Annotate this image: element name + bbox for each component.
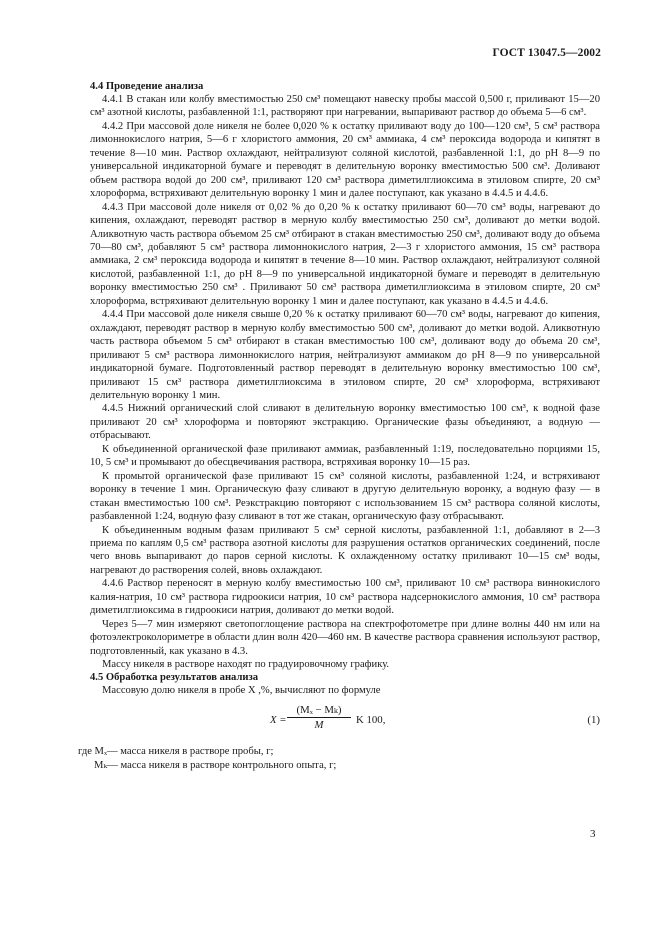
standard-header: ГОСТ 13047.5—2002 bbox=[492, 47, 601, 59]
formula-denominator: M bbox=[314, 718, 324, 731]
page-number: 3 bbox=[590, 828, 596, 840]
paragraph-4-4-2: 4.4.2 При массовой доле никеля не более 0,020 % к остатку приливают воду до 100—120 см³, 5 см³ раствора лимоннокислого натрия, 5—6 г хлористого аммония, 20 см³ аммиака, 4 см³ пероксида водорода и кипятят в течение 8—10 мин. Раствор охлаждают, нейтрализуют соляной кислотой, разбавленной 1:1, до pH 8—9 по универсальной индикаторной бумаге и переводят в делительную воронку вместимостью 500 см³. Доливают объем раствора водой до 200 см³, приливают 120 см³ раствора диметилглиоксима в этиловом спирте, 20 см³ хлороформа, встряхивают делительную воронку 1 мин и далее поступают, как указано в 4.4.5 и 4.4.6. bbox=[90, 120, 600, 200]
formula-numerator: (Mₓ − Mₖ) bbox=[287, 703, 351, 718]
formula-fraction bbox=[287, 703, 351, 731]
where-line-1: где Mₓ— масса никеля в растворе пробы, г; bbox=[78, 745, 274, 757]
section-title-4-4: 4.4 Проведение анализа bbox=[90, 81, 204, 92]
paragraph-4-4-5-c: К промытой органической фазе приливают 15 см³ соляной кислоты, разбавленной 1:24, и встряхивают воронку в течение 1 мин. Органическую фазу сливают в другую делительную воронку, а водную фазу — в стакан вместимостью 100 см³. Реэкстракцию повторяют с использованием 15 см³ раствора соляной кислоты, разбавленной 1:24, водную фазу сливают в тот же стакан, органическую фазу отбрасывают. bbox=[90, 470, 600, 523]
paragraph-4-4-6: 4.4.6 Раствор переносят в мерную колбу вместимостью 100 см³, приливают 10 см³ раствора виннокислого калия-натрия, 10 см³ раствора гидроокиси натрия, 10 см³ раствора надсернокислого аммония, 10 см³ раствора диметилглиоксима в гидроокиси натрия, доливают до метки водой. bbox=[90, 578, 600, 617]
formula-1 bbox=[90, 701, 600, 741]
paragraph-4-4-5-d: К объединенным водным фазам приливают 5 см³ серной кислоты, разбавленной 1:1, добавляют в 2—3 приема по каплям 0,5 см³ раствора азотной кислоты для разрушения остатков органических соединений, после чего вновь выпаривают до паров серной кислоты. К охлажденному остатку приливают 10—15 см³ воды, нагревают до растворения солей, вновь охлаждают. bbox=[90, 524, 600, 576]
paragraph-4-4-5: 4.4.5 Нижний органический слой сливают в делительную воронку вместимостью 100 см³, к водной фазе приливают 20 см³ хлороформа и повторяют экстракцию. Органические фазы объединяют, а водную — отбрасывают. bbox=[90, 403, 600, 442]
formula-intro: Массовую долю никеля в пробе X ,%, вычисляют по формуле bbox=[102, 685, 381, 697]
paragraph-4-4-4: 4.4.4 При массовой доле никеля свыше 0,20 % к остатку приливают 60—70 см³ воды, нагревают до кипения, охлаждают, переводят раствор в мерную колбу вместимостью 500 см³, доливают до метки водой. Аликвотную часть раствора объемом 5 см³ отбирают в стакан вместимостью 100 см³, доливают воду до объема 20 см³, приливают 5 см³ раствора лимоннокислого натрия, нейтрализуют аммиаком до pH 8—9 по универсальной индикаторной бумаге. Подготовленный раствор переводят в делительную воронку вместимостью 100 см³, приливают 15 см³ раствора диметилглиоксима в этиловом спирте, 20 см³ хлороформа, встряхивают делительную воронку 1 мин. bbox=[90, 309, 600, 401]
formula-number: (1) bbox=[587, 713, 600, 726]
paragraph-4-4-6-c: Массу никеля в растворе находят по градуировочному графику. bbox=[102, 659, 390, 671]
formula-rhs: K 100, bbox=[356, 713, 386, 726]
paragraph-4-4-5-b: К объединенной органической фазе приливают аммиак, разбавленный 1:19, последовательно порциями 15, 10, 5 см³ и промывают до обесцвечивания раствора, встряхивая воронку 10—15 раз. bbox=[90, 443, 600, 469]
section-title-4-5: 4.5 Обработка результатов анализа bbox=[90, 672, 259, 684]
document-body bbox=[78, 80, 600, 773]
paragraph-4-4-1: 4.4.1 В стакан или колбу вместимостью 250 см³ помещают навеску пробы массой 0,500 г, приливают 15—20 см³ азотной кислоты, разбавленной 1:1, растворяют при нагревании, выпаривают раствор до объема 5—6 см³. bbox=[90, 94, 600, 119]
paragraph-4-4-3: 4.4.3 При массовой доле никеля от 0,02 % до 0,20 % к остатку приливают 60—70 см³ воды, нагревают до кипения, охлаждают, переводят раствор в мерную колбу вместимостью 250 см³, доливают до метки водой. Аликвотную часть раствора объемом 25 см³ отбирают в стакан вместимостью 250 см³, доливают воду до объема 70—80 см³, добавляют 5 см³ раствора лимоннокислого натрия, 2—3 г хлористого аммония, 15 см³ раствора аммиака, 2 см³ пероксида водорода и кипятят в течение 8—10 мин. Раствор охлаждают, нейтрализуют соляной кислотой, разбавленной 1:1, до pH 8—9 по универсальной индикаторной бумаге и переводят в делительную воронку вместимостью 250 см³ . Приливают 50 см³ раствора диметилглиоксима в этиловом спирте, 20 см³ хлороформа, встряхивают делительную воронку 1 мин и далее поступают, как указано в 4.4.5 и 4.4.6. bbox=[90, 201, 600, 307]
paragraph-4-4-6-b: Через 5—7 мин измеряют светопоглощение раствора на спектрофотометре при длине волны 440 нм или на фотоэлектроколориметре в области длин волн 420—460 нм. В качестве раствора сравнения используют раствор, подготовленный, как указано в 4.3. bbox=[90, 618, 600, 657]
where-line-2: Mₖ— масса никеля в растворе контрольного опыта, г; bbox=[94, 759, 337, 771]
formula-lhs: X = bbox=[270, 713, 287, 726]
